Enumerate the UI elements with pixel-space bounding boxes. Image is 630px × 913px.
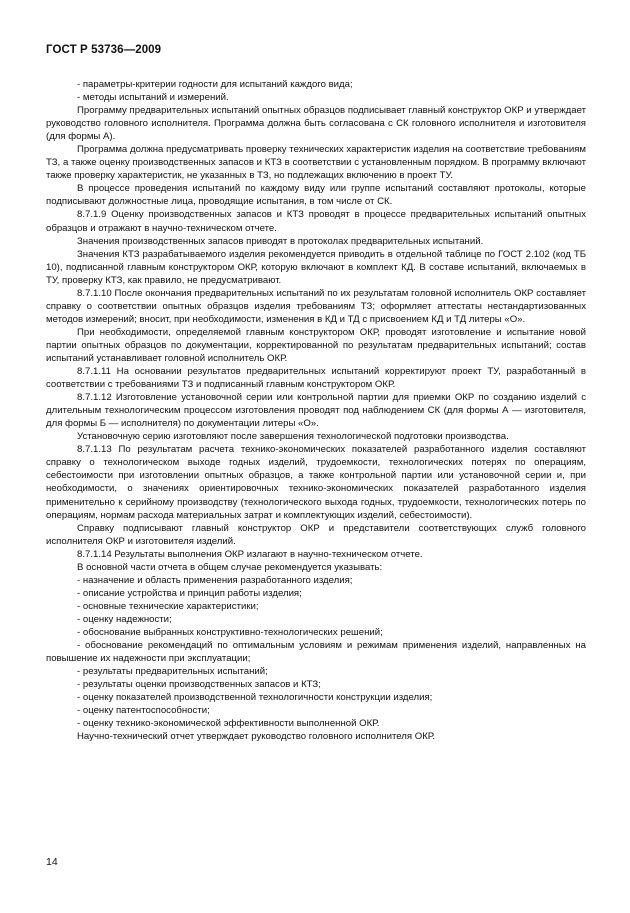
list-item: - оценку патентоспособности;	[77, 705, 210, 717]
paragraph: 8.7.1.12 Изготовление установочной серии или контрольной партии для приемки ОКР по созданию изделий с длительным технологическим процессом изготовления проводят под наблюдением СК (для формы А — изготовителя, для формы Б — исполнителя) по документации литеры «О».	[46, 392, 586, 430]
list-item: - оценку показателей производственной технологичности конструкции изделия;	[77, 692, 433, 704]
paragraph: Установочную серию изготовляют после завершения технологической подготовки производства.	[77, 431, 509, 443]
paragraph: Значения КТЗ разрабатываемого изделия рекомендуется приводить в отдельной таблице по ГОСТ 2.102 (код ТБ 10), подписанной главным конструктором ОКР, которую включают в комплект КД. В составе испытаний, включаемых в ТУ, проверку КТЗ, как правило, не предусматривают.	[46, 248, 586, 286]
paragraph: - параметры-критерии годности для испытаний каждого вида;	[77, 79, 353, 90]
paragraph: При необходимости, определяемой главным конструктором ОКР, проводят изготовление и испытание новой партии опытных образцов по документации, корректированной по результатам предварительных испытаний; состав испытаний устанавливает головной исполнитель ОКР.	[46, 326, 586, 364]
paragraph: 8.7.1.11 На основании результатов предварительных испытаний корректируют проект ТУ, разработанный в соответствии с требованиями ТЗ и подписанный главным конструктором ОКР.	[46, 366, 586, 391]
list-item: - результаты оценки производственных запасов и КТЗ;	[77, 679, 321, 691]
paragraph: 8.7.1.9 Оценку производственных запасов и КТЗ проводят в процессе предварительных испытаний опытных образцов и отражают в научно-техническом отчете.	[46, 209, 586, 234]
document-body	[46, 78, 586, 743]
paragraph: В основной части отчета в общем случае рекомендуется указывать:	[77, 561, 383, 573]
paragraph: Справку подписывают главный конструктор ОКР и представители соответствующих служб головного исполнителя ОКР и изготовителя изделий.	[46, 522, 586, 547]
list-item: - обоснование рекомендаций по оптимальным условиям и режимам применения изделий, направленных на повышение их надежности при эксплуатации;	[46, 640, 586, 665]
page-number: 14	[46, 856, 58, 868]
list-item: - назначение и область применения разработанного изделия;	[77, 574, 353, 586]
list-item: - основные технические характеристики;	[77, 600, 259, 612]
list-item: - обоснование выбранных конструктивно-технологических решений;	[77, 626, 383, 638]
paragraph: 8.7.1.13 По результатам расчета технико-экономических показателей разработанного изделия составляют справку о технологическом выходе годных изделий, трудоемкости, технологических потерях по операциям, себестоимости при изготовлении опытных образцов, а также контрольной партии или установочной серии и, при необходимости, о значениях ориентировочных технико-экономических показателей разработанного изделия применительно к серийному производству (технологического выхода годных, трудоемкости, технологических потерь по операциям, нормам расхода материальных затрат и комплектующих изделий, себестоимости).	[46, 444, 586, 521]
standard-header: ГОСТ Р 53736—2009	[46, 44, 162, 56]
paragraph: Программа должна предусматривать проверку технических характеристик изделия на соответствие требованиям ТЗ, а также оценку производственных запасов и КТЗ в соответствии с установленным порядком. В программу включают также проверку характеристик, не указанных в ТЗ, но подлежащих включению в проект ТУ.	[46, 144, 586, 182]
list-item: - оценку надежности;	[77, 613, 172, 625]
paragraph: В процессе проведения испытаний по каждому виду или группе испытаний составляют протоколы, которые подписывают должностные лица, проводящие испытания, в том числе от СК.	[46, 183, 586, 208]
paragraph: 8.7.1.14 Результаты выполнения ОКР излагают в научно-техническом отчете.	[77, 548, 423, 560]
paragraph: Программу предварительных испытаний опытных образцов подписывает главный конструктор ОКР и утверждает руководство головного исполнителя. Программа должна быть согласована с СК головного исполнителя и изготовителя (для формы А).	[46, 105, 586, 143]
list-item: - оценку технико-экономической эффективности выполненной ОКР.	[77, 718, 380, 730]
paragraph: Значения производственных запасов приводят в протоколах предварительных испытаний.	[77, 235, 484, 247]
list-item: - описание устройства и принцип работы изделия;	[77, 587, 302, 599]
list-item: - результаты предварительных испытаний;	[77, 666, 268, 678]
paragraph: Научно-технический отчет утверждает руководство головного исполнителя ОКР.	[77, 731, 436, 743]
paragraph: - методы испытаний и измерений.	[77, 92, 229, 104]
paragraph: 8.7.1.10 После окончания предварительных испытаний по их результатам головной исполнитель ОКР составляет справку о соответствии опытных образцов изделия требованиям ТЗ; оформляет аттестаты нестандартизованных методов измерений; вносит, при необходимости, изменения в КД и ТД с присвоением КД и ТД литеры «О».	[46, 287, 586, 325]
